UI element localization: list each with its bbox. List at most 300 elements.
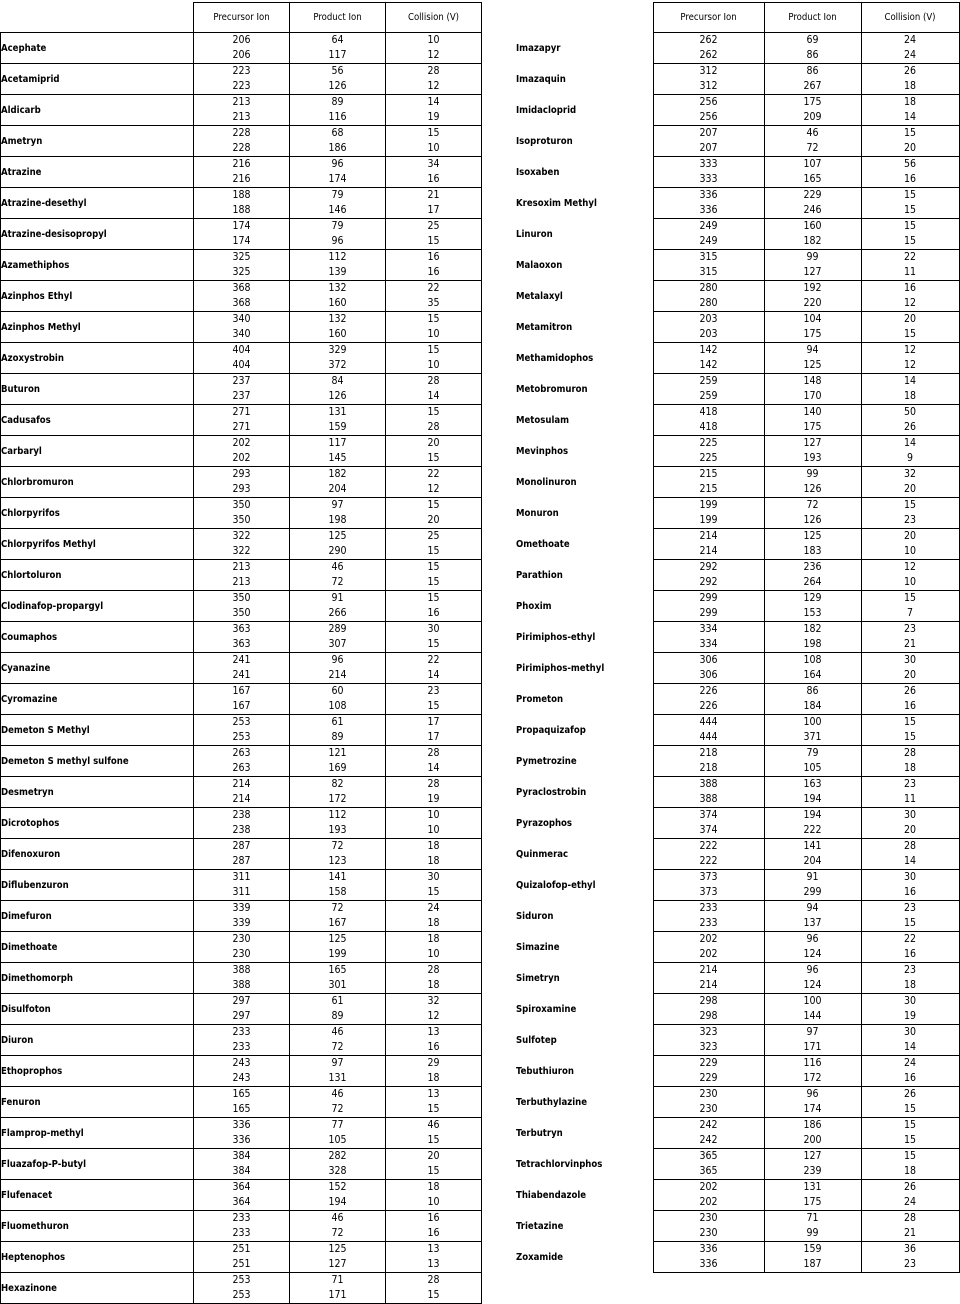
product-value: 126 bbox=[803, 483, 822, 495]
collision-value: 16 bbox=[427, 173, 440, 185]
table-row bbox=[481, 1211, 959, 1242]
precursor-value: 350 bbox=[232, 607, 251, 619]
compound-name: Atrazine-desisopropyl bbox=[1, 219, 194, 250]
collision-value: 36 bbox=[903, 1243, 917, 1255]
precursor-value: 311 bbox=[232, 886, 251, 898]
precursor-cell bbox=[194, 1180, 290, 1211]
precursor-cell bbox=[653, 653, 764, 684]
collision-cell bbox=[386, 994, 482, 1025]
precursor-value: 251 bbox=[232, 1258, 251, 1270]
product-value: 170 bbox=[803, 390, 822, 402]
precursor-cell bbox=[194, 64, 290, 95]
collision-value: 10 bbox=[427, 359, 440, 371]
precursor-value: 214 bbox=[699, 964, 718, 976]
right-header-product: Product Ion bbox=[764, 3, 861, 33]
compound-name: Cyanazine bbox=[1, 653, 194, 684]
product-value: 127 bbox=[328, 1258, 347, 1270]
collision-value: 29 bbox=[427, 1057, 440, 1069]
precursor-cell bbox=[653, 1242, 764, 1273]
collision-cell bbox=[386, 529, 482, 560]
precursor-value: 262 bbox=[699, 34, 718, 46]
precursor-value: 373 bbox=[699, 871, 718, 883]
table-row bbox=[1, 281, 482, 312]
precursor-value: 242 bbox=[699, 1119, 718, 1131]
compound-name: Pyrazophos bbox=[481, 808, 653, 839]
table-row bbox=[1, 1273, 482, 1304]
product-value: 123 bbox=[328, 855, 347, 867]
collision-value: 14 bbox=[427, 669, 440, 681]
product-value: 72 bbox=[331, 1103, 344, 1115]
product-value: 82 bbox=[331, 778, 344, 790]
precursor-value: 384 bbox=[232, 1150, 251, 1162]
collision-cell bbox=[386, 374, 482, 405]
compound-name: Phoxim bbox=[481, 591, 653, 622]
compound-name: Metobromuron bbox=[481, 374, 653, 405]
collision-value: 18 bbox=[427, 1072, 440, 1084]
product-value: 105 bbox=[328, 1134, 347, 1146]
precursor-value: 237 bbox=[232, 375, 251, 387]
precursor-cell bbox=[653, 250, 764, 281]
precursor-value: 336 bbox=[699, 204, 718, 216]
product-value: 282 bbox=[328, 1150, 347, 1162]
product-cell bbox=[290, 1056, 386, 1087]
collision-value: 20 bbox=[427, 514, 440, 526]
precursor-value: 222 bbox=[699, 855, 718, 867]
precursor-value: 256 bbox=[699, 111, 718, 123]
precursor-value: 306 bbox=[699, 654, 718, 666]
precursor-value: 315 bbox=[699, 266, 718, 278]
precursor-value: 292 bbox=[699, 576, 718, 588]
table-row bbox=[1, 374, 482, 405]
precursor-value: 312 bbox=[699, 80, 718, 92]
collision-value: 15 bbox=[427, 127, 440, 139]
product-value: 100 bbox=[803, 995, 822, 1007]
product-cell bbox=[764, 312, 861, 343]
table-row bbox=[1, 870, 482, 901]
collision-value: 13 bbox=[427, 1088, 440, 1100]
product-value: 125 bbox=[328, 530, 347, 542]
product-cell bbox=[290, 436, 386, 467]
precursor-cell bbox=[194, 126, 290, 157]
precursor-cell bbox=[194, 1211, 290, 1242]
precursor-value: 259 bbox=[699, 390, 718, 402]
precursor-value: 229 bbox=[699, 1057, 718, 1069]
product-value: 125 bbox=[328, 933, 347, 945]
collision-cell bbox=[386, 250, 482, 281]
precursor-cell bbox=[194, 498, 290, 529]
collision-value: 18 bbox=[427, 1181, 440, 1193]
product-cell bbox=[764, 64, 861, 95]
collision-value: 15 bbox=[427, 886, 440, 898]
collision-cell bbox=[386, 1211, 482, 1242]
product-value: 104 bbox=[803, 313, 822, 325]
product-value: 267 bbox=[803, 80, 822, 92]
product-cell bbox=[290, 994, 386, 1025]
product-value: 72 bbox=[331, 902, 344, 914]
collision-cell bbox=[386, 839, 482, 870]
precursor-value: 297 bbox=[232, 995, 251, 1007]
compound-name: Diuron bbox=[1, 1025, 194, 1056]
product-cell bbox=[290, 374, 386, 405]
precursor-value: 340 bbox=[232, 313, 251, 325]
product-value: 236 bbox=[803, 561, 822, 573]
collision-cell bbox=[386, 1087, 482, 1118]
collision-value: 17 bbox=[427, 731, 440, 743]
product-value: 174 bbox=[803, 1103, 822, 1115]
precursor-cell bbox=[194, 622, 290, 653]
product-value: 105 bbox=[803, 762, 822, 774]
precursor-value: 223 bbox=[232, 80, 251, 92]
precursor-value: 199 bbox=[699, 514, 718, 526]
collision-value: 11 bbox=[903, 266, 917, 278]
product-cell bbox=[290, 1087, 386, 1118]
compound-name: Tetrachlorvinphos bbox=[481, 1149, 653, 1180]
right-header-blank bbox=[481, 3, 653, 33]
collision-value: 20 bbox=[427, 1150, 440, 1162]
compound-name: Dimethomorph bbox=[1, 963, 194, 994]
collision-value: 24 bbox=[427, 902, 440, 914]
product-cell bbox=[764, 746, 861, 777]
product-value: 153 bbox=[803, 607, 822, 619]
compound-name: Imazaquin bbox=[481, 64, 653, 95]
precursor-cell bbox=[194, 1025, 290, 1056]
collision-cell bbox=[861, 1149, 959, 1180]
collision-value: 15 bbox=[903, 204, 917, 216]
product-value: 117 bbox=[328, 49, 347, 61]
precursor-value: 203 bbox=[699, 313, 718, 325]
collision-value: 16 bbox=[903, 886, 917, 898]
product-value: 72 bbox=[331, 1227, 344, 1239]
precursor-value: 293 bbox=[232, 468, 251, 480]
table-row bbox=[481, 1118, 959, 1149]
table-row bbox=[481, 1087, 959, 1118]
collision-cell bbox=[861, 219, 959, 250]
collision-cell bbox=[861, 64, 959, 95]
compound-name: Pymetrozine bbox=[481, 746, 653, 777]
product-cell bbox=[764, 157, 861, 188]
precursor-value: 241 bbox=[232, 654, 251, 666]
precursor-cell bbox=[653, 839, 764, 870]
compound-name: Terbutryn bbox=[481, 1118, 653, 1149]
table-row bbox=[481, 715, 959, 746]
product-value: 116 bbox=[328, 111, 347, 123]
product-value: 46 bbox=[331, 1026, 344, 1038]
product-value: 126 bbox=[328, 390, 347, 402]
left-header-product: Product Ion bbox=[290, 3, 386, 33]
precursor-value: 336 bbox=[699, 1243, 718, 1255]
precursor-value: 233 bbox=[699, 902, 718, 914]
compound-name: Diflubenzuron bbox=[1, 870, 194, 901]
precursor-cell bbox=[653, 994, 764, 1025]
product-value: 214 bbox=[328, 669, 347, 681]
product-cell bbox=[764, 839, 861, 870]
compound-name: Acephate bbox=[1, 33, 194, 64]
collision-cell bbox=[386, 1242, 482, 1273]
precursor-cell bbox=[194, 994, 290, 1025]
compound-name: Isoproturon bbox=[481, 126, 653, 157]
compound-name: Azoxystrobin bbox=[1, 343, 194, 374]
collision-value: 14 bbox=[427, 762, 440, 774]
compound-name: Monuron bbox=[481, 498, 653, 529]
product-value: 204 bbox=[803, 855, 822, 867]
product-value: 72 bbox=[806, 499, 819, 511]
collision-value: 23 bbox=[903, 514, 917, 526]
collision-value: 24 bbox=[903, 49, 917, 61]
precursor-value: 229 bbox=[699, 1072, 718, 1084]
precursor-value: 339 bbox=[232, 902, 251, 914]
product-value: 220 bbox=[803, 297, 822, 309]
precursor-value: 404 bbox=[232, 344, 251, 356]
table-row bbox=[1, 250, 482, 281]
product-cell bbox=[290, 932, 386, 963]
collision-cell bbox=[861, 1025, 959, 1056]
collision-value: 18 bbox=[903, 96, 917, 108]
table-row bbox=[1, 219, 482, 250]
precursor-value: 350 bbox=[232, 499, 251, 511]
precursor-cell bbox=[653, 963, 764, 994]
table-row bbox=[481, 684, 959, 715]
precursor-value: 167 bbox=[232, 700, 251, 712]
product-cell bbox=[290, 963, 386, 994]
collision-value: 28 bbox=[427, 421, 440, 433]
collision-cell bbox=[861, 405, 959, 436]
collision-cell bbox=[861, 653, 959, 684]
collision-value: 30 bbox=[903, 1026, 917, 1038]
product-cell bbox=[290, 312, 386, 343]
precursor-value: 165 bbox=[232, 1103, 251, 1115]
collision-value: 12 bbox=[903, 297, 917, 309]
precursor-value: 373 bbox=[699, 886, 718, 898]
precursor-value: 214 bbox=[699, 530, 718, 542]
precursor-cell bbox=[194, 374, 290, 405]
product-value: 97 bbox=[806, 1026, 819, 1038]
collision-cell bbox=[386, 436, 482, 467]
precursor-cell bbox=[653, 901, 764, 932]
product-cell bbox=[290, 560, 386, 591]
compound-name: Fluomethuron bbox=[1, 1211, 194, 1242]
compound-name: Malaoxon bbox=[481, 250, 653, 281]
compound-name: Imazapyr bbox=[481, 33, 653, 64]
product-cell bbox=[764, 1211, 861, 1242]
precursor-value: 336 bbox=[699, 189, 718, 201]
product-value: 61 bbox=[331, 716, 344, 728]
product-value: 72 bbox=[331, 576, 344, 588]
product-cell bbox=[764, 653, 861, 684]
collision-value: 20 bbox=[903, 313, 917, 325]
precursor-value: 263 bbox=[232, 747, 251, 759]
precursor-value: 226 bbox=[699, 700, 718, 712]
precursor-cell bbox=[653, 870, 764, 901]
compound-name: Fluazafop-P-butyl bbox=[1, 1149, 194, 1180]
collision-value: 18 bbox=[427, 855, 440, 867]
table-row bbox=[481, 64, 959, 95]
collision-value: 10 bbox=[903, 545, 917, 557]
collision-value: 14 bbox=[903, 855, 917, 867]
compound-name: Heptenophos bbox=[1, 1242, 194, 1273]
collision-value: 28 bbox=[427, 747, 440, 759]
collision-value: 26 bbox=[903, 421, 917, 433]
precursor-cell bbox=[194, 281, 290, 312]
precursor-value: 215 bbox=[699, 483, 718, 495]
table-row bbox=[1, 1087, 482, 1118]
precursor-value: 263 bbox=[232, 762, 251, 774]
precursor-value: 322 bbox=[232, 530, 251, 542]
product-value: 192 bbox=[803, 282, 822, 294]
product-cell bbox=[290, 219, 386, 250]
compound-name: Simazine bbox=[481, 932, 653, 963]
product-cell bbox=[290, 808, 386, 839]
collision-value: 20 bbox=[903, 669, 917, 681]
table-row bbox=[1, 1056, 482, 1087]
table-row bbox=[1, 1242, 482, 1273]
precursor-value: 243 bbox=[232, 1072, 251, 1084]
collision-value: 10 bbox=[427, 1196, 440, 1208]
collision-value: 30 bbox=[427, 871, 440, 883]
compound-name: Omethoate bbox=[481, 529, 653, 560]
product-cell bbox=[290, 250, 386, 281]
table-row bbox=[1, 1118, 482, 1149]
compound-name: Chlorpyrifos bbox=[1, 498, 194, 529]
product-value: 144 bbox=[803, 1010, 822, 1022]
product-value: 194 bbox=[803, 809, 822, 821]
product-value: 84 bbox=[331, 375, 344, 387]
product-value: 175 bbox=[803, 421, 822, 433]
collision-cell bbox=[386, 746, 482, 777]
precursor-value: 242 bbox=[699, 1134, 718, 1146]
precursor-cell bbox=[194, 777, 290, 808]
product-cell bbox=[764, 219, 861, 250]
collision-value: 26 bbox=[903, 685, 917, 697]
collision-cell bbox=[861, 1211, 959, 1242]
collision-cell bbox=[861, 529, 959, 560]
product-cell bbox=[764, 994, 861, 1025]
collision-value: 22 bbox=[427, 654, 440, 666]
precursor-value: 174 bbox=[232, 220, 251, 232]
collision-value: 15 bbox=[903, 1150, 917, 1162]
collision-value: 28 bbox=[903, 1212, 917, 1224]
collision-cell bbox=[386, 901, 482, 932]
collision-value: 18 bbox=[903, 979, 917, 991]
product-value: 91 bbox=[331, 592, 344, 604]
product-cell bbox=[290, 188, 386, 219]
table-row bbox=[1, 653, 482, 684]
left-header-collision: Collision (V) bbox=[386, 3, 482, 33]
precursor-value: 251 bbox=[232, 1243, 251, 1255]
product-value: 89 bbox=[331, 1010, 344, 1022]
collision-value: 12 bbox=[903, 561, 917, 573]
product-value: 229 bbox=[803, 189, 822, 201]
precursor-cell bbox=[653, 312, 764, 343]
product-value: 71 bbox=[806, 1212, 819, 1224]
collision-cell bbox=[386, 33, 482, 64]
product-cell bbox=[764, 1242, 861, 1273]
product-cell bbox=[290, 1025, 386, 1056]
precursor-value: 364 bbox=[232, 1181, 251, 1193]
table-row bbox=[1, 901, 482, 932]
collision-cell bbox=[861, 1242, 959, 1273]
precursor-value: 311 bbox=[232, 871, 251, 883]
precursor-value: 259 bbox=[699, 375, 718, 387]
collision-value: 13 bbox=[427, 1243, 440, 1255]
collision-value: 10 bbox=[427, 142, 440, 154]
precursor-cell bbox=[653, 715, 764, 746]
precursor-value: 334 bbox=[699, 623, 718, 635]
compound-name: Difenoxuron bbox=[1, 839, 194, 870]
product-cell bbox=[290, 126, 386, 157]
collision-value: 28 bbox=[427, 375, 440, 387]
collision-value: 18 bbox=[427, 840, 440, 852]
collision-value: 25 bbox=[427, 530, 440, 542]
product-value: 89 bbox=[331, 731, 344, 743]
table-row bbox=[481, 653, 959, 684]
collision-value: 16 bbox=[427, 1041, 440, 1053]
product-cell bbox=[290, 1273, 386, 1304]
collision-value: 15 bbox=[427, 700, 440, 712]
precursor-value: 325 bbox=[232, 251, 251, 263]
collision-cell bbox=[861, 157, 959, 188]
precursor-cell bbox=[653, 95, 764, 126]
compound-name: Flamprop-methyl bbox=[1, 1118, 194, 1149]
product-cell bbox=[290, 498, 386, 529]
collision-cell bbox=[861, 715, 959, 746]
compound-name: Cyromazine bbox=[1, 684, 194, 715]
product-cell bbox=[290, 1149, 386, 1180]
collision-value: 21 bbox=[903, 1227, 917, 1239]
table-row bbox=[1, 405, 482, 436]
precursor-value: 206 bbox=[232, 49, 251, 61]
table-row bbox=[1, 498, 482, 529]
left-header-precursor: Precursor Ion bbox=[194, 3, 290, 33]
collision-value: 16 bbox=[427, 251, 440, 263]
compound-name: Prometon bbox=[481, 684, 653, 715]
precursor-cell bbox=[653, 622, 764, 653]
product-value: 112 bbox=[328, 251, 347, 263]
precursor-value: 188 bbox=[232, 189, 251, 201]
precursor-value: 213 bbox=[232, 96, 251, 108]
product-cell bbox=[290, 343, 386, 374]
product-value: 125 bbox=[803, 530, 822, 542]
collision-cell bbox=[386, 64, 482, 95]
table-row bbox=[481, 498, 959, 529]
product-value: 125 bbox=[328, 1243, 347, 1255]
precursor-value: 340 bbox=[232, 328, 251, 340]
product-value: 108 bbox=[328, 700, 347, 712]
table-row bbox=[481, 126, 959, 157]
product-value: 132 bbox=[328, 282, 347, 294]
product-value: 222 bbox=[803, 824, 822, 836]
precursor-cell bbox=[194, 312, 290, 343]
precursor-value: 207 bbox=[699, 142, 718, 154]
product-value: 167 bbox=[328, 917, 347, 929]
collision-value: 16 bbox=[427, 1227, 440, 1239]
precursor-value: 230 bbox=[699, 1227, 718, 1239]
precursor-value: 218 bbox=[699, 747, 718, 759]
product-cell bbox=[290, 870, 386, 901]
precursor-cell bbox=[194, 250, 290, 281]
precursor-cell bbox=[194, 1149, 290, 1180]
compound-name: Cadusafos bbox=[1, 405, 194, 436]
collision-cell bbox=[861, 932, 959, 963]
product-value: 71 bbox=[331, 1274, 344, 1286]
compound-name: Tebuthiuron bbox=[481, 1056, 653, 1087]
collision-cell bbox=[386, 777, 482, 808]
product-cell bbox=[764, 591, 861, 622]
product-value: 169 bbox=[328, 762, 347, 774]
product-value: 301 bbox=[328, 979, 347, 991]
product-value: 124 bbox=[803, 979, 822, 991]
precursor-value: 207 bbox=[699, 127, 718, 139]
precursor-value: 336 bbox=[699, 1258, 718, 1270]
